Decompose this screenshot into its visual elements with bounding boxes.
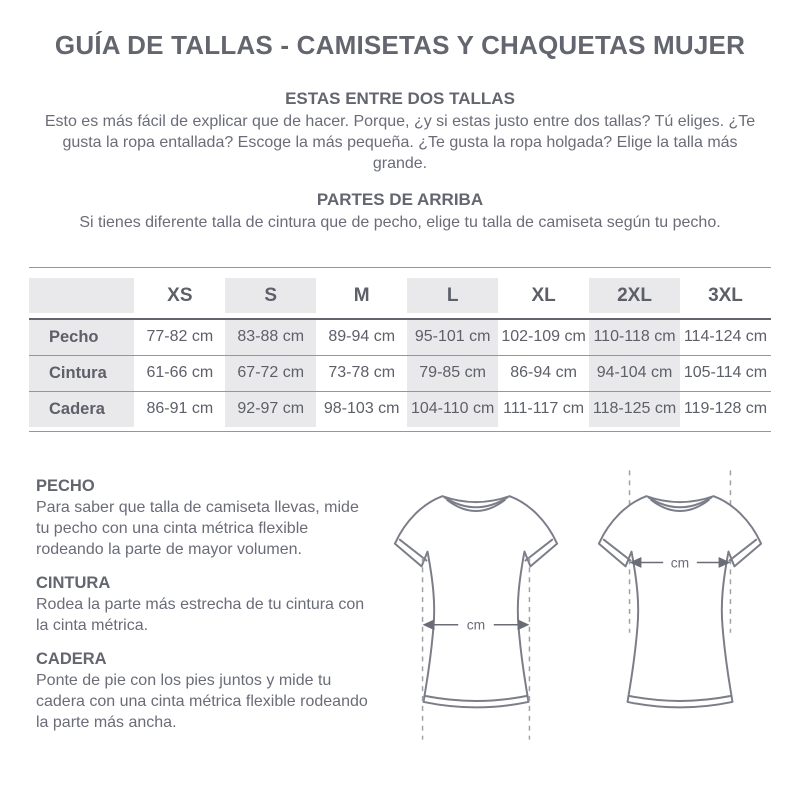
between-sizes-heading: ESTAS ENTRE DOS TALLAS — [285, 89, 515, 108]
size-value-cell: 83-88 cm — [225, 319, 316, 355]
size-value-cell: 104-110 cm — [407, 391, 498, 427]
between-sizes-text: Esto es más fácil de explicar que de hacer. Porque, ¿y si estas justo entre dos tallas? Tú eliges. ¿Te gusta la ropa entallada? Escoge la más pequeña. ¿Te gusta la ropa holgada? Elige la talla más grande. — [44, 113, 756, 172]
size-value-cell: 61-66 cm — [146, 364, 214, 381]
size-value-cell: 98-103 cm — [323, 400, 400, 418]
cm-label: cm — [670, 554, 690, 571]
measuring-guide-text-column — [36, 466, 368, 746]
guide-heading-cadera: CADERA — [36, 650, 107, 668]
size-value-cell: 79-85 cm — [407, 355, 498, 391]
size-value-cell: 89-94 cm — [328, 328, 396, 346]
tshirt-outline-icon — [599, 496, 761, 707]
table-row-pecho — [29, 319, 771, 355]
size-value-cell: 86-91 cm — [146, 400, 214, 418]
guide-text-pecho: Para saber que talla de camiseta llevas, mide tu pecho con una cinta métrica flexible rodeando la parte de mayor volumen. — [36, 499, 359, 558]
guide-block-pecho — [36, 476, 368, 560]
size-value-cell: 95-101 cm — [407, 319, 498, 355]
cm-label: cm — [466, 616, 486, 633]
measurement-row-label: Cadera — [29, 391, 134, 427]
size-value-cell: 77-82 cm — [146, 328, 214, 346]
size-column-header-2xl: 2XL — [589, 273, 680, 319]
guide-block-cintura — [36, 573, 368, 636]
size-value-cell: 102-109 cm — [501, 328, 586, 346]
size-column-header-3xl: 3XL — [708, 284, 743, 306]
size-column-header-s: S — [225, 273, 316, 319]
size-value-cell: 67-72 cm — [225, 355, 316, 391]
page-title: GUÍA DE TALLAS - CAMISETAS Y CHAQUETAS MUJER — [54, 30, 746, 60]
section-between-sizes — [0, 88, 800, 174]
measurement-row-label: Cintura — [29, 355, 134, 391]
measurement-row-label: Pecho — [29, 319, 134, 355]
size-value-cell: 110-118 cm — [589, 319, 680, 355]
tops-text: Si tienes diferente talla de cintura que de pecho, elige tu talla de camiseta según tu pecho. — [79, 214, 721, 231]
size-value-cell: 118-125 cm — [589, 391, 680, 427]
tshirt-figures — [382, 466, 774, 744]
size-value-cell: 94-104 cm — [589, 355, 680, 391]
size-value-cell: 119-128 cm — [683, 400, 768, 418]
size-value-cell: 105-114 cm — [683, 364, 768, 381]
measuring-guide-section — [36, 466, 800, 746]
tshirt-outline-icon — [395, 496, 557, 707]
hip-measure-figure — [382, 466, 570, 744]
guide-text-cintura: Rodea la parte más estrecha de tu cintura con la cinta métrica. — [36, 596, 365, 634]
size-column-header-m: M — [353, 284, 370, 306]
guide-heading-cintura: CINTURA — [36, 574, 111, 592]
guide-block-cadera — [36, 649, 368, 733]
size-value-cell: 73-78 cm — [328, 364, 396, 381]
size-column-header-l: L — [407, 273, 498, 319]
chest-measure-figure — [586, 466, 774, 744]
size-table — [29, 273, 771, 427]
size-value-cell: 92-97 cm — [225, 391, 316, 427]
section-tops — [0, 189, 800, 233]
size-table-header-row — [29, 273, 771, 319]
size-value-cell: 111-117 cm — [503, 400, 585, 418]
size-value-cell: 86-94 cm — [510, 364, 577, 381]
guide-heading-pecho: PECHO — [36, 477, 95, 495]
size-value-cell: 114-124 cm — [683, 328, 768, 346]
size-table-container — [29, 267, 771, 432]
table-row-cadera — [29, 391, 771, 427]
table-row-cintura — [29, 355, 771, 391]
guide-text-cadera: Ponte de pie con los pies juntos y mide tu cadera con una cinta métrica flexible rodeando la parte más ancha. — [36, 672, 368, 731]
tops-heading: PARTES DE ARRIBA — [316, 190, 484, 209]
size-column-header-blank — [29, 273, 134, 319]
size-column-header-xs: XS — [167, 284, 193, 306]
size-column-header-xl: XL — [531, 284, 556, 306]
